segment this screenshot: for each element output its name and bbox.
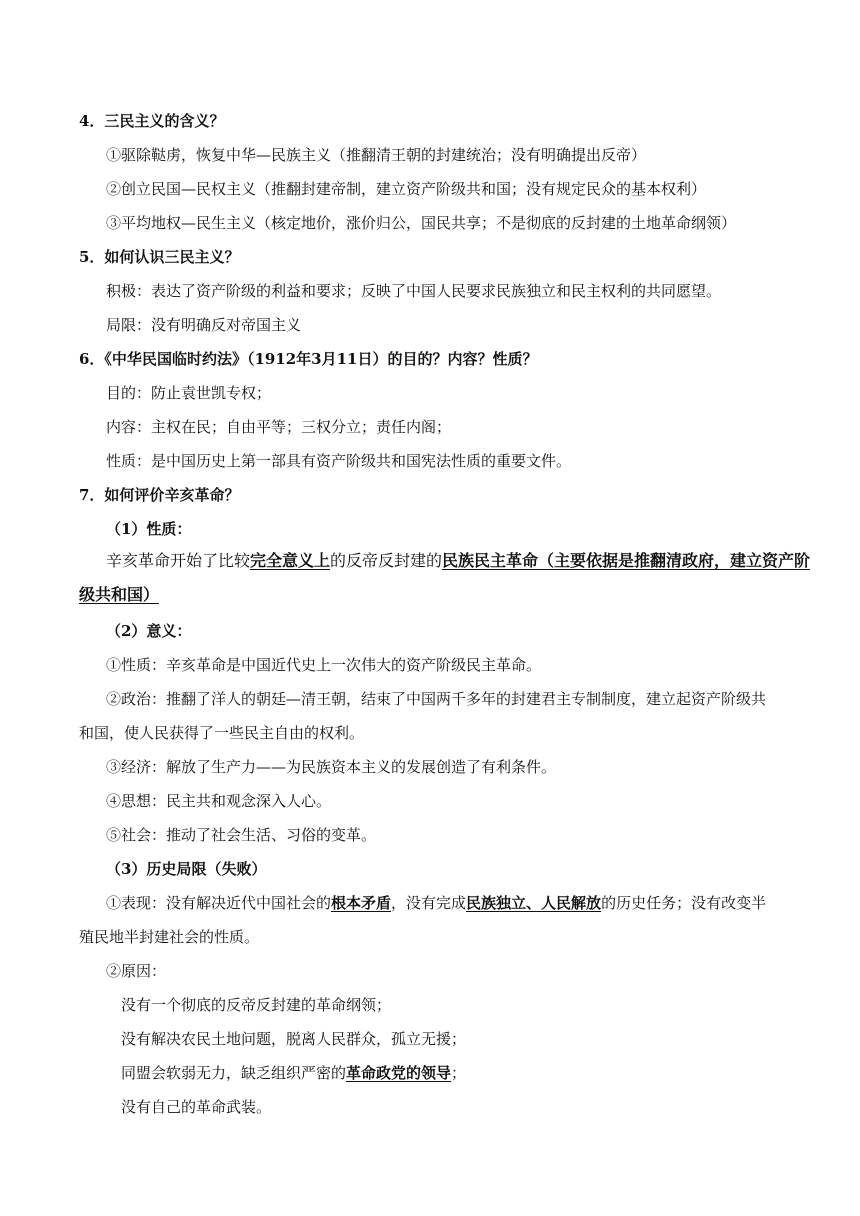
- q6-nature: 性质：是中国历史上第一部具有资产阶级共和国宪法性质的重要文件。: [106, 452, 572, 470]
- q4-point-1: ①驱除鞑虏，恢复中华—民族主义（推翻清王朝的封建统治；没有明确提出反帝）: [106, 146, 647, 164]
- text-span: 辛亥革命开始了比较: [106, 551, 251, 570]
- q7-reason-2: 没有解决农民土地问题，脱离人民群众，孤立无援；: [121, 1030, 467, 1048]
- underlined-term: 根本矛盾: [331, 894, 392, 912]
- q7-significance-5: ⑤社会：推动了社会生活、习俗的变革。: [106, 826, 377, 844]
- text-span: 的历史任务；没有改变半: [601, 894, 767, 912]
- q6-content: 内容：主权在民；自由平等；三权分立；责任内阁；: [106, 418, 452, 436]
- q7-nature-line-1: [106, 551, 810, 571]
- q7-section-1-heading: （1）性质：: [106, 520, 192, 538]
- q5-limitation: 局限：没有明确反对帝国主义: [106, 316, 302, 334]
- q7-section-2-heading: （2）意义：: [106, 622, 192, 640]
- q7-significance-3: ③经济：解放了生产力——为民族资本主义的发展创造了有利条件。: [106, 758, 557, 776]
- q7-limit-reasons-heading: ②原因：: [106, 962, 167, 980]
- question-7-heading: 7．如何评价辛亥革命？: [79, 486, 240, 504]
- question-6-heading: 6．《中华民国临时约法》（1912年3月11日）的目的？内容？性质？: [79, 350, 538, 368]
- underlined-term: 完全意义上: [250, 551, 331, 570]
- q7-nature-line-2: 级共和国）: [79, 585, 160, 604]
- q4-point-3: ③平均地权—民生主义（核定地价，涨价归公，国民共享；不是彻底的反封建的土地革命纲领）: [106, 214, 737, 232]
- q7-limit-manifestation-line-1: [106, 893, 766, 913]
- q7-significance-1: ①性质：辛亥革命是中国近代史上一次伟大的资产阶级民主革命。: [106, 656, 542, 674]
- question-4-heading: 4．三民主义的含义？: [79, 112, 225, 130]
- q7-limit-manifestation-line-2: 殖民地半封建社会的性质。: [79, 928, 260, 946]
- underlined-term: 革命政党的领导: [346, 1064, 452, 1082]
- q7-section-3-heading: （3）历史局限（失败）: [106, 860, 267, 878]
- underlined-term: 民族民主革命（主要依据是推翻清政府，建立资产阶: [442, 551, 811, 570]
- text-span: 的反帝反封建的: [330, 551, 443, 570]
- q7-significance-2-line-1: ②政治：推翻了洋人的朝廷—清王朝，结束了中国两千多年的封建君主专制制度，建立起资产阶级共: [106, 690, 767, 708]
- underlined-term: 民族独立、人民解放: [466, 894, 602, 912]
- text-span: ；: [451, 1064, 467, 1082]
- q7-significance-2-line-2: 和国，使人民获得了一些民主自由的权利。: [79, 724, 365, 742]
- q4-point-2: ②创立民国—民权主义（推翻封建帝制，建立资产阶级共和国；没有规定民众的基本权利）: [106, 180, 707, 198]
- q7-reason-1: 没有一个彻底的反帝反封建的革命纲领；: [121, 996, 392, 1014]
- q7-reason-4: 没有自己的革命武装。: [121, 1098, 272, 1116]
- q6-purpose: 目的：防止袁世凯专权；: [106, 384, 272, 402]
- q5-positive: 积极：表达了资产阶级的利益和要求；反映了中国人民要求民族独立和民主权利的共同愿望。: [106, 282, 722, 300]
- text-span: ，没有完成: [391, 894, 467, 912]
- question-5-heading: 5．如何认识三民主义？: [79, 248, 240, 266]
- q7-reason-3: [121, 1063, 466, 1083]
- text-span: ①表现：没有解决近代中国社会的: [106, 894, 332, 912]
- q7-significance-4: ④思想：民主共和观念深入人心。: [106, 792, 332, 810]
- text-span: 同盟会软弱无力，缺乏组织严密的: [121, 1064, 347, 1082]
